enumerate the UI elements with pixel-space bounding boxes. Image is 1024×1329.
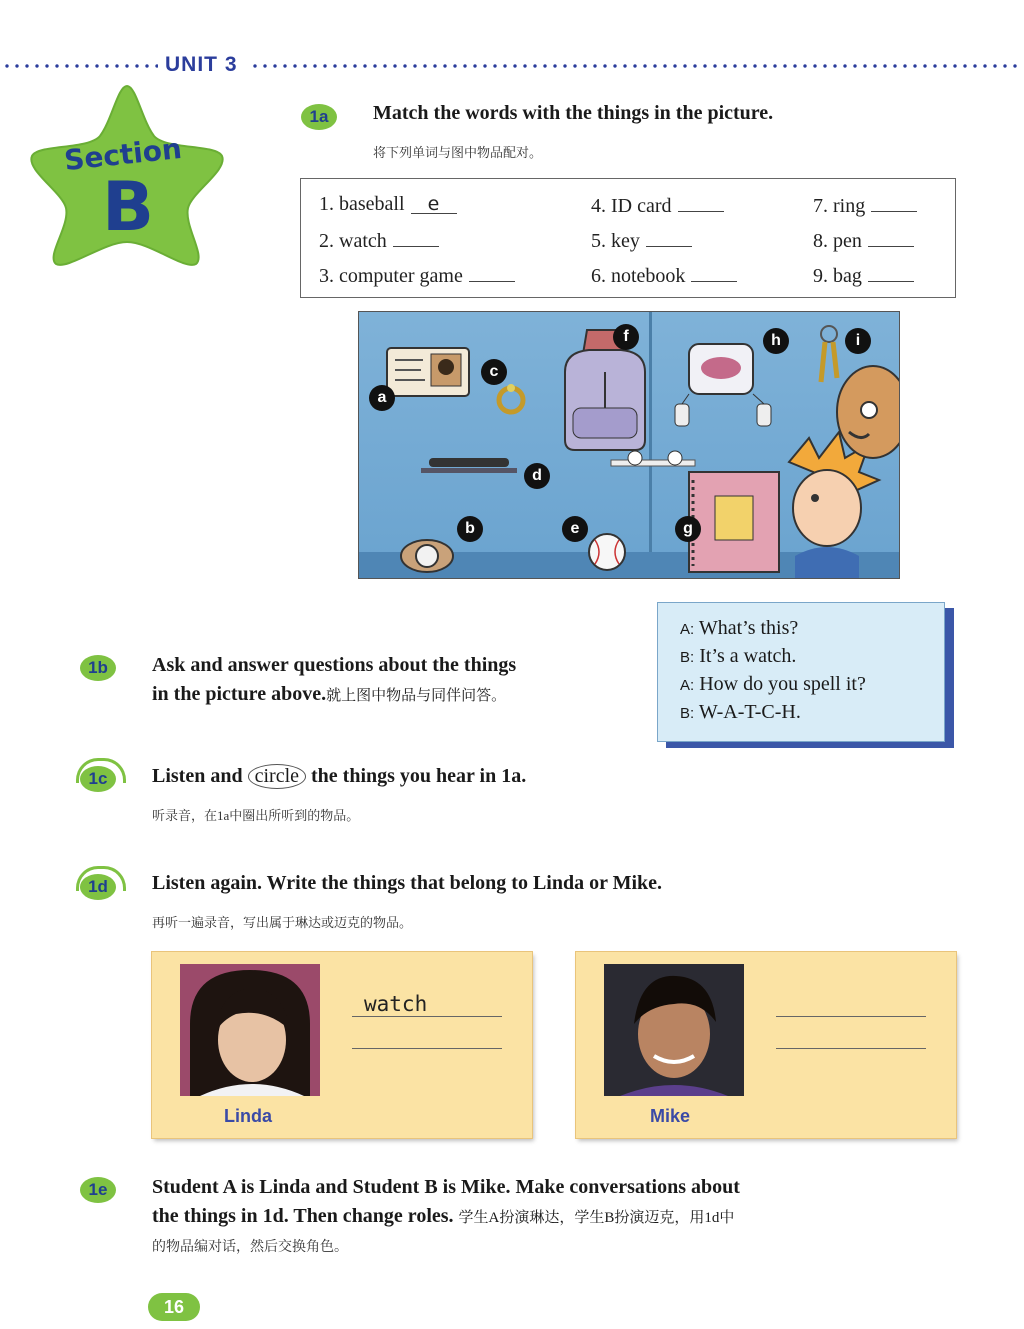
ring-drawing xyxy=(499,384,523,412)
linda-card xyxy=(152,952,532,1138)
word-item: 7. ring xyxy=(813,193,917,218)
picture-illustration xyxy=(359,312,899,578)
header-dotted-line-left xyxy=(2,63,158,69)
picture-label-h: h xyxy=(763,328,789,354)
mike-name: Mike xyxy=(650,1106,691,1126)
instruction-1c: Listen and circle the things you hear in 1a. xyxy=(152,765,527,787)
answer-blank[interactable] xyxy=(469,263,515,282)
instruction-1a-cn: 将下列单词与图中物品配对。 xyxy=(373,145,543,160)
answer-blank[interactable] xyxy=(646,228,692,247)
answer-blank[interactable]: e xyxy=(411,195,457,214)
word-item: 8. pen xyxy=(813,228,914,253)
baseball-drawing xyxy=(589,534,625,570)
picture-label-d: d xyxy=(524,463,550,489)
mike-answer-line-1[interactable] xyxy=(776,1016,926,1017)
id-card-drawing xyxy=(387,348,469,396)
unit-label: UNIT 3 xyxy=(165,53,238,76)
linda-answer-line-1 xyxy=(352,1016,502,1017)
page-number: 16 xyxy=(148,1293,200,1321)
mike-card xyxy=(576,952,956,1138)
section-star xyxy=(24,80,230,270)
answer-blank[interactable] xyxy=(393,228,439,247)
badge-1a: 1a xyxy=(301,104,337,130)
teacher-drawing xyxy=(837,366,899,458)
picture-label-i: i xyxy=(845,328,871,354)
instruction-1d: Listen again. Write the things that belong to Linda or Mike. xyxy=(152,872,663,894)
badge-1c: 1c xyxy=(80,766,116,792)
matching-picture xyxy=(358,311,900,579)
word-list-box xyxy=(300,178,956,298)
answer-blank[interactable] xyxy=(691,263,737,282)
answer-blank[interactable] xyxy=(868,263,914,282)
picture-label-a: a xyxy=(369,385,395,411)
computer-game-drawing xyxy=(675,344,771,426)
header-dotted-line-right xyxy=(250,63,1020,69)
pen-drawing xyxy=(421,458,517,473)
picture-label-g: g xyxy=(675,516,701,542)
word-item: 2. watch xyxy=(319,228,439,253)
word-item: 9. bag xyxy=(813,263,914,288)
dialogue-line: B: W-A-T-C-H. xyxy=(680,701,801,723)
instruction-1c-cn: 听录音，在1a中圈出所听到的物品。 xyxy=(152,808,360,823)
linda-answer-line-2[interactable] xyxy=(352,1048,502,1049)
instruction-1e-line2: the things in 1d. Then change roles. 学生A扮演琳达，学生B扮演迈克，用1d中 xyxy=(152,1205,735,1227)
notebook-drawing xyxy=(689,472,779,572)
answer-blank[interactable] xyxy=(678,193,724,212)
bag-drawing xyxy=(565,330,645,450)
linda-photo xyxy=(180,964,320,1096)
instruction-1a: Match the words with the things in the picture. xyxy=(373,102,774,124)
dialogue-line: A: What’s this? xyxy=(680,617,799,639)
dialogue-box xyxy=(657,602,945,742)
dialogue-line: B: It’s a watch. xyxy=(680,645,797,667)
answer-blank[interactable] xyxy=(868,228,914,247)
instruction-1b-line1: Ask and answer questions about the things xyxy=(152,654,517,676)
keys-drawing xyxy=(821,326,837,382)
picture-label-e: e xyxy=(562,516,588,542)
shelf-drawing xyxy=(611,451,695,466)
instruction-1b-line2: in the picture above.就上图中物品与同伴问答。 xyxy=(152,683,507,705)
dialogue-line: A: How do you spell it? xyxy=(680,673,866,695)
mike-answer-line-2[interactable] xyxy=(776,1048,926,1049)
badge-1b: 1b xyxy=(80,655,116,681)
word-item: 6. notebook xyxy=(591,263,737,288)
picture-label-f: f xyxy=(613,324,639,350)
instruction-1e-line3-cn: 的物品编对话，然后交换角色。 xyxy=(152,1240,348,1255)
answer-blank[interactable] xyxy=(871,193,917,212)
section-word: Section xyxy=(62,131,184,178)
badge-1e: 1e xyxy=(80,1177,116,1203)
picture-label-b: b xyxy=(457,516,483,542)
mike-photo xyxy=(604,964,744,1096)
linda-name: Linda xyxy=(224,1106,272,1126)
section-letter: B xyxy=(102,168,154,247)
instruction-1e-line1: Student A is Linda and Student B is Mike. Make conversations about xyxy=(152,1176,740,1198)
linda-answer-1[interactable]: watch xyxy=(364,992,428,1016)
circle-word: circle xyxy=(248,764,306,789)
watch-drawing xyxy=(401,540,453,572)
picture-label-c: c xyxy=(481,359,507,385)
word-item: 1. baseball e xyxy=(319,193,457,216)
word-item: 5. key xyxy=(591,228,692,253)
badge-1d: 1d xyxy=(80,874,116,900)
instruction-1d-cn: 再听一遍录音，写出属于琳达或迈克的物品。 xyxy=(152,915,413,930)
word-item: 4. ID card xyxy=(591,193,724,218)
word-item: 3. computer game xyxy=(319,263,515,288)
